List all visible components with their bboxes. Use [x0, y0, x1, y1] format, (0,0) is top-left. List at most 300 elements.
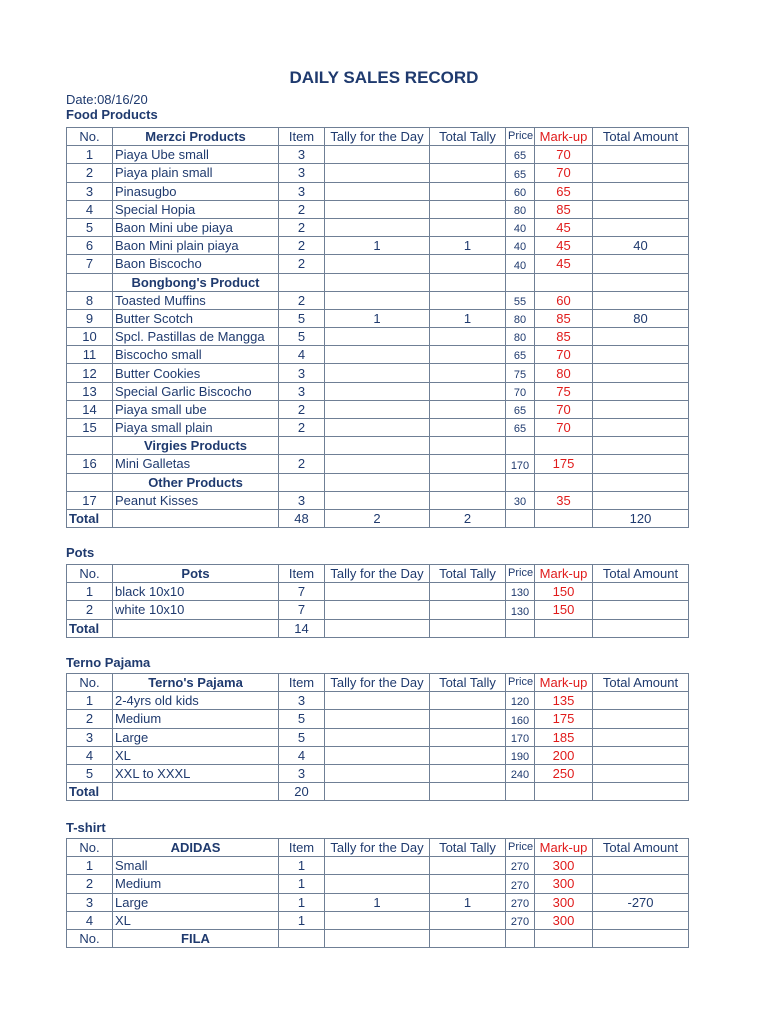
table-row	[67, 255, 689, 273]
cell-empty	[506, 783, 535, 801]
section-label: T-shirt	[66, 820, 106, 835]
group-subheader: Virgies Products	[113, 437, 279, 455]
cell-total-amount	[593, 328, 689, 346]
cell-markup: 70	[535, 419, 593, 437]
cell-total-tally	[430, 400, 506, 418]
header-group-name: Merzci Products	[113, 128, 279, 146]
cell-no: 17	[67, 491, 113, 509]
cell-no: 1	[67, 692, 113, 710]
cell-tally-day: 1	[325, 893, 430, 911]
total-tally-day	[325, 783, 430, 801]
cell-tally-day	[325, 875, 430, 893]
cell-product-name: Large	[113, 893, 279, 911]
total-tally-day	[325, 619, 430, 637]
cell-no: 1	[67, 583, 113, 601]
cell-price: 30	[506, 491, 535, 509]
table-row	[67, 291, 689, 309]
cell-price: 80	[506, 328, 535, 346]
cell-total-amount	[593, 875, 689, 893]
cell-product-name: Baon Biscocho	[113, 255, 279, 273]
table-row	[67, 146, 689, 164]
total-row	[67, 783, 689, 801]
cell-empty	[113, 619, 279, 637]
cell-item: 3	[279, 764, 325, 782]
header-item: Item	[279, 128, 325, 146]
total-total-tally: 2	[430, 509, 506, 527]
cell-product-name: Piaya small ube	[113, 400, 279, 418]
cell-price: 40	[506, 255, 535, 273]
table-row	[67, 455, 689, 473]
cell-product-name: XL	[113, 911, 279, 929]
cell-markup: 35	[535, 491, 593, 509]
table-row	[67, 764, 689, 782]
cell-total-tally	[430, 583, 506, 601]
record-date: Date:08/16/20	[66, 92, 148, 107]
cell-no: 3	[67, 893, 113, 911]
cell-total-amount	[593, 746, 689, 764]
cell-item: 7	[279, 583, 325, 601]
table-row	[67, 746, 689, 764]
cell-tally-day	[325, 164, 430, 182]
cell-markup: 250	[535, 764, 593, 782]
cell-item: 5	[279, 710, 325, 728]
cell-item: 7	[279, 601, 325, 619]
cell-price: 270	[506, 893, 535, 911]
cell-empty	[430, 273, 506, 291]
cell-product-name: Baon Mini plain piaya	[113, 237, 279, 255]
cell-markup: 85	[535, 309, 593, 327]
cell-item: 1	[279, 857, 325, 875]
table-row	[67, 728, 689, 746]
cell-item: 4	[279, 346, 325, 364]
total-amount: 120	[593, 509, 689, 527]
cell-item: 2	[279, 291, 325, 309]
cell-price: 120	[506, 692, 535, 710]
header-item: Item	[279, 839, 325, 857]
cell-total-tally	[430, 764, 506, 782]
cell-total-amount	[593, 491, 689, 509]
cell-empty	[535, 509, 593, 527]
cell-product-name: Baon Mini ube piaya	[113, 218, 279, 236]
cell-total-amount	[593, 255, 689, 273]
cell-product-name: Medium	[113, 710, 279, 728]
cell-empty	[325, 929, 430, 947]
cell-total-tally	[430, 601, 506, 619]
cell-item: 2	[279, 455, 325, 473]
cell-empty	[279, 929, 325, 947]
cell-total-tally	[430, 146, 506, 164]
table-row	[67, 382, 689, 400]
cell-total-amount	[593, 364, 689, 382]
cell-tally-day	[325, 328, 430, 346]
cell-tally-day	[325, 291, 430, 309]
cell-markup: 75	[535, 382, 593, 400]
total-total-tally	[430, 783, 506, 801]
cell-total-amount	[593, 200, 689, 218]
cell-total-tally	[430, 182, 506, 200]
cell-item: 5	[279, 309, 325, 327]
cell-tally-day	[325, 218, 430, 236]
cell-total-amount: -270	[593, 893, 689, 911]
cell-item: 3	[279, 382, 325, 400]
cell-product-name: 2-4yrs old kids	[113, 692, 279, 710]
table-row	[67, 182, 689, 200]
cell-empty	[279, 473, 325, 491]
cell-price: 70	[506, 382, 535, 400]
total-row	[67, 509, 689, 527]
group-subheader-row	[67, 473, 689, 491]
cell-product-name: Large	[113, 728, 279, 746]
cell-tally-day	[325, 491, 430, 509]
cell-total-amount: 80	[593, 309, 689, 327]
cell-tally-day	[325, 692, 430, 710]
cell-tally-day	[325, 728, 430, 746]
cell-total-amount	[593, 728, 689, 746]
sales-table	[66, 564, 689, 638]
cell-total-tally	[430, 346, 506, 364]
cell-markup: 60	[535, 291, 593, 309]
cell-no: 6	[67, 237, 113, 255]
table-row	[67, 710, 689, 728]
cell-item: 5	[279, 328, 325, 346]
header-no: No.	[67, 839, 113, 857]
header-total-tally: Total Tally	[430, 128, 506, 146]
cell-price: 40	[506, 218, 535, 236]
group-header-row	[67, 929, 689, 947]
header-total-tally: Total Tally	[430, 839, 506, 857]
cell-price: 65	[506, 400, 535, 418]
cell-markup: 135	[535, 692, 593, 710]
total-item: 14	[279, 619, 325, 637]
cell-empty	[113, 783, 279, 801]
total-item: 48	[279, 509, 325, 527]
cell-tally-day	[325, 146, 430, 164]
cell-no: 4	[67, 911, 113, 929]
cell-no: 3	[67, 182, 113, 200]
header-price: Price	[506, 674, 535, 692]
header-no: No.	[67, 128, 113, 146]
cell-markup: 150	[535, 583, 593, 601]
cell-markup: 185	[535, 728, 593, 746]
cell-markup: 70	[535, 346, 593, 364]
header-tally-day: Tally for the Day	[325, 565, 430, 583]
table-row	[67, 857, 689, 875]
cell-empty	[535, 783, 593, 801]
cell-no: 10	[67, 328, 113, 346]
cell-empty	[430, 929, 506, 947]
total-label: Total	[67, 509, 113, 527]
cell-empty	[430, 473, 506, 491]
cell-no: 13	[67, 382, 113, 400]
cell-total-tally: 1	[430, 237, 506, 255]
cell-total-tally	[430, 491, 506, 509]
cell-price: 160	[506, 710, 535, 728]
header-total-amount: Total Amount	[593, 674, 689, 692]
header-group-name: Terno's Pajama	[113, 674, 279, 692]
cell-item: 4	[279, 746, 325, 764]
table-row	[67, 601, 689, 619]
cell-product-name: Toasted Muffins	[113, 291, 279, 309]
cell-total-amount	[593, 764, 689, 782]
cell-total-tally	[430, 291, 506, 309]
cell-markup: 300	[535, 911, 593, 929]
cell-price: 80	[506, 200, 535, 218]
sales-table	[66, 838, 689, 948]
cell-price: 65	[506, 419, 535, 437]
cell-no: 12	[67, 364, 113, 382]
total-tally-day: 2	[325, 509, 430, 527]
cell-product-name: Butter Cookies	[113, 364, 279, 382]
cell-product-name: Small	[113, 857, 279, 875]
cell-total-amount	[593, 857, 689, 875]
cell-item: 1	[279, 893, 325, 911]
header-item: Item	[279, 565, 325, 583]
cell-empty	[279, 437, 325, 455]
cell-product-name: Special Garlic Biscocho	[113, 382, 279, 400]
cell-empty	[279, 273, 325, 291]
cell-price: 65	[506, 346, 535, 364]
cell-total-amount	[593, 291, 689, 309]
header-no: No.	[67, 929, 113, 947]
cell-tally-day	[325, 182, 430, 200]
cell-markup: 45	[535, 218, 593, 236]
cell-tally-day	[325, 911, 430, 929]
cell-tally-day	[325, 255, 430, 273]
cell-total-tally	[430, 728, 506, 746]
header-markup: Mark-up	[535, 674, 593, 692]
header-group-name: Pots	[113, 565, 279, 583]
header-total-amount: Total Amount	[593, 565, 689, 583]
cell-empty	[325, 437, 430, 455]
cell-total-amount	[593, 346, 689, 364]
cell-no: 15	[67, 419, 113, 437]
table-row	[67, 875, 689, 893]
cell-empty	[506, 473, 535, 491]
sales-table	[66, 127, 689, 528]
cell-markup: 85	[535, 200, 593, 218]
total-item: 20	[279, 783, 325, 801]
table-row	[67, 419, 689, 437]
header-markup: Mark-up	[535, 839, 593, 857]
cell-empty	[67, 273, 113, 291]
cell-price: 65	[506, 146, 535, 164]
cell-empty	[593, 273, 689, 291]
cell-price: 270	[506, 911, 535, 929]
cell-no: 1	[67, 146, 113, 164]
cell-tally-day	[325, 346, 430, 364]
header-price: Price	[506, 565, 535, 583]
cell-markup: 175	[535, 710, 593, 728]
cell-markup: 70	[535, 164, 593, 182]
header-group-name: FILA	[113, 929, 279, 947]
cell-product-name: Special Hopia	[113, 200, 279, 218]
table-row	[67, 237, 689, 255]
cell-markup: 80	[535, 364, 593, 382]
cell-no: 3	[67, 728, 113, 746]
cell-total-tally: 1	[430, 893, 506, 911]
table-header-row	[67, 839, 689, 857]
cell-price: 190	[506, 746, 535, 764]
cell-total-amount	[593, 692, 689, 710]
cell-price: 65	[506, 164, 535, 182]
header-total-amount: Total Amount	[593, 839, 689, 857]
cell-product-name: Mini Galletas	[113, 455, 279, 473]
group-subheader-row	[67, 437, 689, 455]
header-tally-day: Tally for the Day	[325, 128, 430, 146]
cell-no: 7	[67, 255, 113, 273]
cell-total-amount	[593, 583, 689, 601]
cell-tally-day	[325, 583, 430, 601]
header-no: No.	[67, 674, 113, 692]
header-tally-day: Tally for the Day	[325, 839, 430, 857]
table-row	[67, 218, 689, 236]
cell-empty	[593, 929, 689, 947]
cell-tally-day	[325, 364, 430, 382]
cell-product-name: XL	[113, 746, 279, 764]
cell-no: 2	[67, 875, 113, 893]
group-subheader: Other Products	[113, 473, 279, 491]
cell-empty	[325, 473, 430, 491]
cell-markup: 70	[535, 146, 593, 164]
table-row	[67, 200, 689, 218]
table-row	[67, 893, 689, 911]
cell-total-amount	[593, 382, 689, 400]
cell-total-tally	[430, 364, 506, 382]
cell-markup: 45	[535, 255, 593, 273]
total-label: Total	[67, 619, 113, 637]
cell-tally-day	[325, 710, 430, 728]
table-row	[67, 346, 689, 364]
cell-price: 270	[506, 875, 535, 893]
cell-product-name: black 10x10	[113, 583, 279, 601]
header-price: Price	[506, 128, 535, 146]
cell-item: 2	[279, 237, 325, 255]
cell-tally-day	[325, 419, 430, 437]
table-row	[67, 309, 689, 327]
cell-item: 1	[279, 911, 325, 929]
cell-item: 3	[279, 182, 325, 200]
cell-tally-day: 1	[325, 309, 430, 327]
cell-no: 1	[67, 857, 113, 875]
group-subheader-row	[67, 273, 689, 291]
cell-empty	[535, 473, 593, 491]
cell-total-tally	[430, 200, 506, 218]
header-no: No.	[67, 565, 113, 583]
cell-tally-day	[325, 764, 430, 782]
sales-table	[66, 673, 689, 801]
cell-item: 2	[279, 255, 325, 273]
cell-empty	[67, 473, 113, 491]
cell-product-name: white 10x10	[113, 601, 279, 619]
cell-total-tally	[430, 164, 506, 182]
header-item: Item	[279, 674, 325, 692]
cell-tally-day	[325, 382, 430, 400]
cell-price: 240	[506, 764, 535, 782]
cell-product-name: Piaya Ube small	[113, 146, 279, 164]
cell-product-name: XXL to XXXL	[113, 764, 279, 782]
cell-total-tally	[430, 746, 506, 764]
cell-total-amount	[593, 419, 689, 437]
cell-empty	[535, 929, 593, 947]
section-label: Pots	[66, 545, 95, 560]
cell-item: 2	[279, 400, 325, 418]
cell-product-name: Pinasugbo	[113, 182, 279, 200]
page-title: DAILY SALES RECORD	[289, 68, 479, 87]
cell-empty	[535, 437, 593, 455]
table-row	[67, 692, 689, 710]
cell-price: 60	[506, 182, 535, 200]
cell-total-tally	[430, 875, 506, 893]
cell-no: 5	[67, 764, 113, 782]
cell-empty	[506, 509, 535, 527]
header-markup: Mark-up	[535, 128, 593, 146]
cell-total-amount	[593, 400, 689, 418]
table-header-row	[67, 565, 689, 583]
section-label: Food Products	[66, 107, 158, 122]
header-group-name: ADIDAS	[113, 839, 279, 857]
cell-tally-day	[325, 400, 430, 418]
total-amount	[593, 783, 689, 801]
cell-tally-day	[325, 746, 430, 764]
cell-markup: 300	[535, 893, 593, 911]
cell-product-name: Butter Scotch	[113, 309, 279, 327]
cell-item: 2	[279, 419, 325, 437]
cell-total-amount	[593, 911, 689, 929]
cell-item: 3	[279, 364, 325, 382]
header-total-tally: Total Tally	[430, 565, 506, 583]
cell-no: 9	[67, 309, 113, 327]
cell-no: 8	[67, 291, 113, 309]
cell-no: 2	[67, 710, 113, 728]
total-amount	[593, 619, 689, 637]
table-row	[67, 583, 689, 601]
cell-product-name: Peanut Kisses	[113, 491, 279, 509]
cell-tally-day	[325, 601, 430, 619]
cell-item: 3	[279, 164, 325, 182]
cell-price: 270	[506, 857, 535, 875]
cell-markup: 45	[535, 237, 593, 255]
header-total-tally: Total Tally	[430, 674, 506, 692]
cell-markup: 300	[535, 875, 593, 893]
table-row	[67, 364, 689, 382]
cell-product-name: Spcl. Pastillas de Mangga	[113, 328, 279, 346]
cell-price: 75	[506, 364, 535, 382]
cell-item: 3	[279, 146, 325, 164]
cell-total-tally	[430, 710, 506, 728]
cell-item: 3	[279, 692, 325, 710]
cell-total-amount	[593, 218, 689, 236]
table-row	[67, 491, 689, 509]
cell-markup: 70	[535, 400, 593, 418]
cell-no: 4	[67, 200, 113, 218]
cell-price: 130	[506, 601, 535, 619]
cell-total-amount	[593, 601, 689, 619]
cell-item: 5	[279, 728, 325, 746]
cell-product-name: Piaya plain small	[113, 164, 279, 182]
cell-total-amount	[593, 710, 689, 728]
cell-tally-day	[325, 857, 430, 875]
table-row	[67, 911, 689, 929]
cell-product-name: Piaya small plain	[113, 419, 279, 437]
cell-empty	[113, 509, 279, 527]
cell-empty	[593, 473, 689, 491]
cell-total-tally	[430, 255, 506, 273]
cell-price: 80	[506, 309, 535, 327]
cell-total-tally	[430, 692, 506, 710]
header-total-amount: Total Amount	[593, 128, 689, 146]
cell-price: 55	[506, 291, 535, 309]
cell-markup: 65	[535, 182, 593, 200]
